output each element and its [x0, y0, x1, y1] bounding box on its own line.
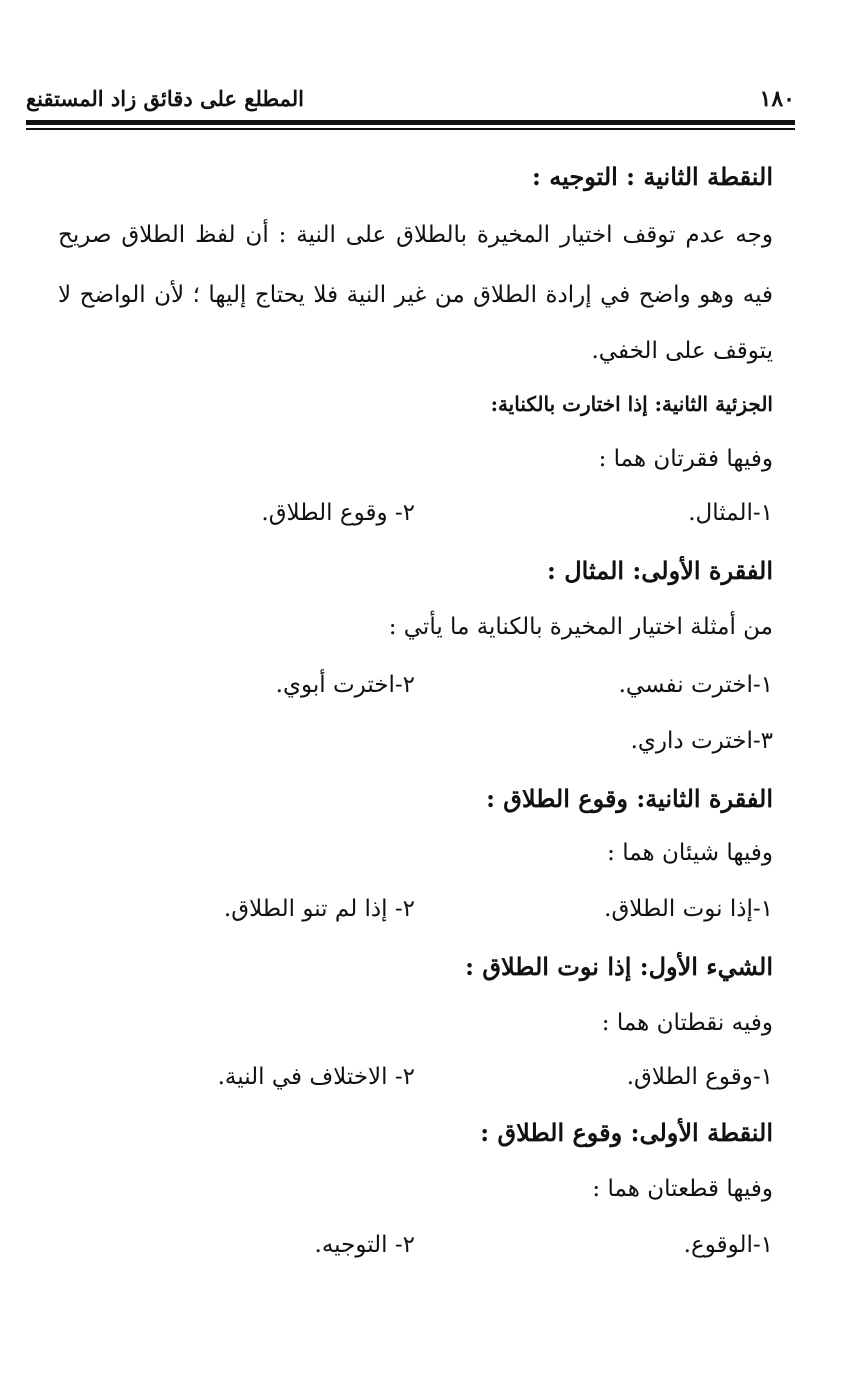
section-heading: النقطة الثانية : التوجيه : [532, 162, 773, 191]
intro-line: من أمثلة اختيار المخيرة بالكناية ما يأتي : [388, 614, 773, 640]
section-heading: الفقرة الثانية: وقوع الطلاق : [486, 784, 773, 813]
list-item: ٢-اخترت أبوي. [275, 672, 415, 698]
intro-line: وفيها فقرتان هما : [598, 446, 773, 472]
list-item: ٢- الاختلاف في النية. [217, 1064, 415, 1090]
list-item: ١-إذا نوت الطلاق. [604, 896, 773, 922]
section-subheading: الجزئية الثانية: إذا اختارت بالكناية: [490, 392, 773, 416]
list-item: ٢- التوجيه. [314, 1232, 415, 1258]
page-number: ١٨٠ [759, 86, 795, 112]
intro-line: وفيها قطعتان هما : [592, 1176, 773, 1202]
list-item: ١-وقوع الطلاق. [626, 1064, 773, 1090]
list-item: ١-اخترت نفسي. [618, 672, 773, 698]
list-item: ١-الوقوع. [683, 1232, 773, 1258]
paragraph-line: فيه وهو واضح في إرادة الطلاق من غير النية فلا يحتاج إليها ؛ لأن الواضح لا [58, 282, 773, 308]
section-heading: النقطة الأولى: وقوع الطلاق : [480, 1118, 773, 1147]
list-item: ٢- إذا لم تنو الطلاق. [223, 896, 415, 922]
paragraph-line: وجه عدم توقف اختيار المخيرة بالطلاق على النية : أن لفظ الطلاق صريح [58, 222, 773, 248]
list-item: ٢- وقوع الطلاق. [261, 500, 415, 526]
header-rule-thin [26, 128, 795, 130]
list-item: ٣-اخترت داري. [630, 728, 773, 754]
section-heading: الفقرة الأولى: المثال : [547, 556, 773, 585]
intro-line: وفيها شيئان هما : [607, 840, 773, 866]
intro-line: وفيه نقطتان هما : [601, 1010, 773, 1036]
section-heading: الشيء الأول: إذا نوت الطلاق : [465, 952, 773, 981]
list-item: ١-المثال. [688, 500, 773, 526]
header-rule-thick [26, 120, 795, 125]
running-title: المطلع على دقائق زاد المستقنع [26, 86, 305, 111]
paragraph-line: يتوقف على الخفي. [591, 338, 773, 364]
page-header [26, 82, 795, 118]
